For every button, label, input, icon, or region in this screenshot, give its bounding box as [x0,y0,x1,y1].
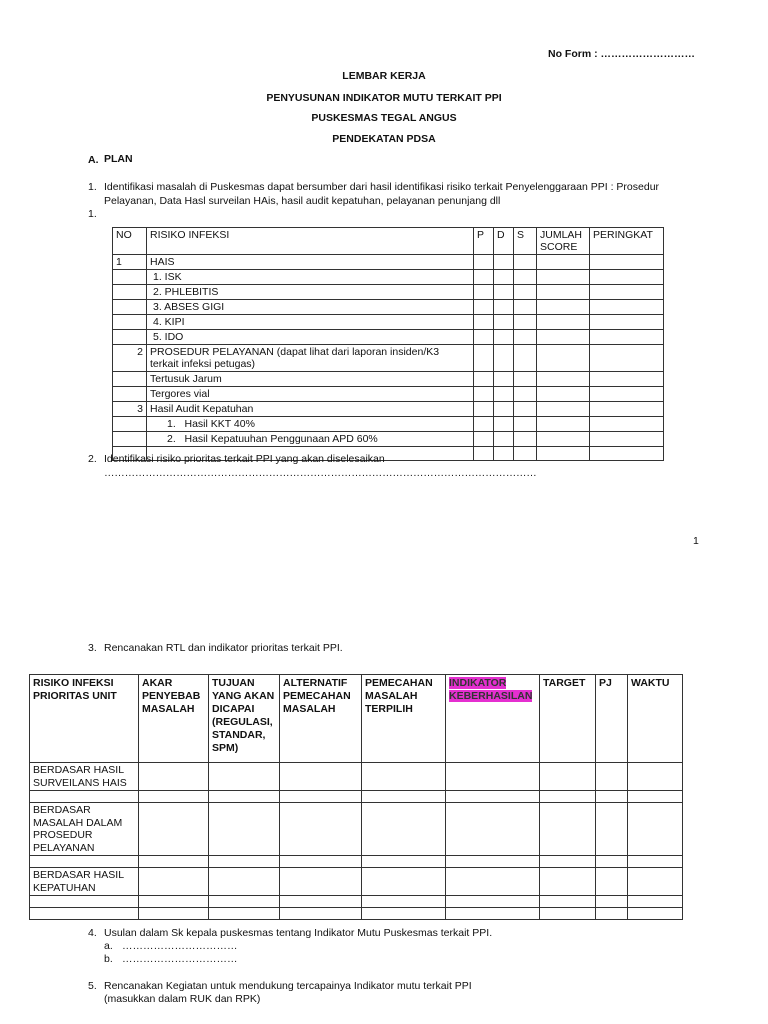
row-number [113,285,147,300]
row-risk: 2. PHLEBITIS [147,285,474,300]
title-lembar-kerja: LEMBAR KERJA [342,70,426,82]
row-risk: 5. IDO [147,330,474,345]
row-label: BERDASAR HASIL SURVEILANS HAIS [30,763,139,791]
header-d: D [494,228,514,255]
form-number: No Form : ……………………… [548,48,695,60]
section-a-letter: A. [88,154,99,166]
item3-number: 3. [88,642,97,654]
table-row [30,803,683,856]
row-risk: 2. Hasil Kepatuuhan Penggunaan APD 60% [147,432,474,447]
header-pj: PJ [596,675,628,763]
row-number [113,315,147,330]
row-number [113,330,147,345]
table-row [30,908,683,920]
row-label [30,791,139,803]
item5-number: 5. [88,980,97,992]
header-akar-penyebab: AKAR PENYEBAB MASALAH [139,675,209,763]
item2-dots: ……………………………………………………………………………………………………………… [104,467,537,479]
table-row [113,432,664,447]
row-risk: 4. KIPI [147,315,474,330]
item1-line2: Pelayanan, Data Hasl surveilan HAis, hasil audit kepatuhan, pelayanan penunjang dll [104,195,501,207]
row-number [113,270,147,285]
table-header-row [113,228,664,255]
item4-b-dots: …………………………… [122,953,238,965]
table-row [113,345,664,372]
table-row [30,791,683,803]
header-peringkat: PERINGKAT [590,228,664,255]
item4-number: 4. [88,927,97,939]
table-row [113,315,664,330]
item1-number: 1. [88,181,97,193]
item4-a-dots: …………………………… [122,940,238,952]
item4-a-letter: a. [104,940,113,952]
header-waktu: WAKTU [628,675,683,763]
header-risiko-infeksi: RISIKO INFEKSI [147,228,474,255]
risk-scoring-table [112,227,664,461]
header-p: P [474,228,494,255]
title-penyusunan: PENYUSUNAN INDIKATOR MUTU TERKAIT PPI [266,92,502,104]
row-number [113,417,147,432]
item4-text: Usulan dalam Sk kepala puskesmas tentang Indikator Mutu Puskesmas terkait PPI. [104,927,493,939]
highlighted-indikator: INDIKATOR KEBERHASILAN [449,677,533,702]
table-row [113,270,664,285]
header-pemecahan-terpilih: PEMECAHAN MASALAH TERPILIH [362,675,446,763]
table-row [113,255,664,270]
row-risk: 1. Hasil KKT 40% [147,417,474,432]
row-risk: Tergores vial [147,387,474,402]
item2-text: Identifikasi risiko prioritas terkait PPI yang akan diselesaikan [104,453,385,465]
table-row [30,763,683,791]
item1-line1: Identifikasi masalah di Puskesmas dapat bersumber dari hasil identifikasi risiko terkait Penyelenggaraan PPI : Prosedur [104,181,660,193]
table-row [113,402,664,417]
row-number: 1 [113,255,147,270]
row-risk: Hasil Audit Kepatuhan [147,402,474,417]
row-number: 2 [113,345,147,372]
table-row [113,417,664,432]
header-s: S [514,228,537,255]
row-number [113,387,147,402]
header-jumlah-score: JUMLAH SCORE [537,228,590,255]
item1-sub-number: 1. [88,208,97,220]
table-row [113,330,664,345]
rtl-plan-table [29,674,683,920]
table-row [30,868,683,896]
table-row [113,285,664,300]
title-pendekatan: PENDEKATAN PDSA [332,133,436,145]
row-number [113,372,147,387]
table-row [30,896,683,908]
item4-b-letter: b. [104,953,113,965]
header-no: NO [113,228,147,255]
table-row [113,300,664,315]
item5-line1: Rencanakan Kegiatan untuk mendukung tercapainya Indikator mutu terkait PPI [104,980,472,992]
row-risk: Tertusuk Jarum [147,372,474,387]
section-a-label: PLAN [104,153,133,165]
row-number [113,300,147,315]
item5-line2: (masukkan dalam RUK dan RPK) [104,993,261,1005]
item3-text: Rencanakan RTL dan indikator prioritas terkait PPI. [104,642,343,654]
table-row [30,856,683,868]
row-risk: 3. ABSES GIGI [147,300,474,315]
row-number [113,432,147,447]
table-row [113,387,664,402]
row-label [30,856,139,868]
header-risiko-infeksi-prioritas: RISIKO INFEKSI PRIORITAS UNIT [30,675,139,763]
row-label: BERDASAR MASALAH DALAM PROSEDUR PELAYANAN [30,803,139,856]
row-risk: PROSEDUR PELAYANAN (dapat lihat dari laporan insiden/K3 terkait infeksi petugas) [147,345,474,372]
header-indikator-keberhasilan [446,675,540,763]
item2-number: 2. [88,453,97,465]
title-puskesmas: PUSKESMAS TEGAL ANGUS [311,112,457,124]
header-tujuan: TUJUAN YANG AKAN DICAPAI (REGULASI, STANDAR, SPM) [209,675,280,763]
table-header-row [30,675,683,763]
row-label [30,908,139,920]
page-number: 1 [693,535,699,547]
row-label: BERDASAR HASIL KEPATUHAN [30,868,139,896]
header-alternatif: ALTERNATIF PEMECAHAN MASALAH [280,675,362,763]
row-label [30,896,139,908]
row-risk: 1. ISK [147,270,474,285]
header-target: TARGET [540,675,596,763]
row-risk: HAIS [147,255,474,270]
row-number: 3 [113,402,147,417]
table-row [113,372,664,387]
